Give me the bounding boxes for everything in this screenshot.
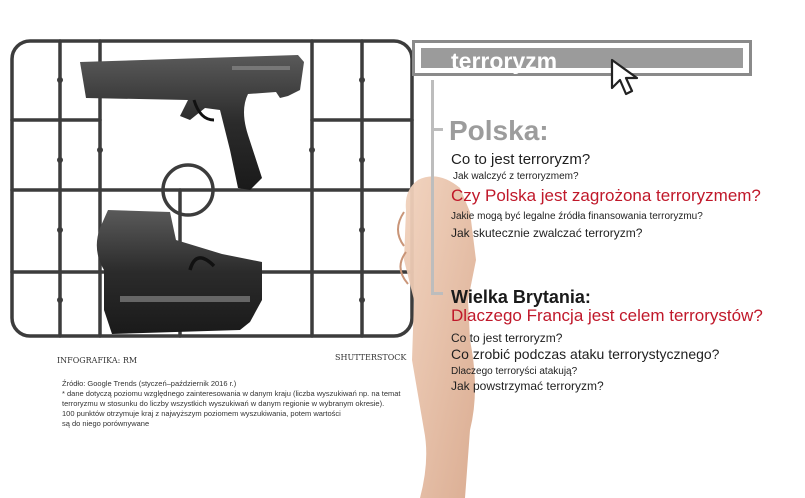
poland-question-1: Co to jest terroryzm? — [451, 151, 591, 168]
bracket-tick-poland — [431, 128, 443, 131]
note-line: Źródło: Google Trends (styczeń–październik 2016 r.) — [62, 379, 237, 388]
note-line: 100 punktów otrzymuje kraj z najwyższym poziomem wyszukiwania, potem wartości — [62, 409, 341, 418]
poland-question-2: Jak walczyć z terroryzmem? — [453, 171, 579, 182]
uk-question-2: Co to jest terroryzm? — [451, 331, 563, 345]
note-line: terroryzmu w stosunku do liczby wszystkich wyszukiwań w danym regionie w wybranym okresie). — [62, 399, 385, 408]
search-box[interactable] — [412, 40, 752, 76]
pistol-top — [80, 55, 304, 190]
uk-question-1: Dlaczego Francja jest celem terrorystów? — [451, 306, 763, 325]
arrow-cursor-icon — [610, 58, 646, 98]
poland-question-5: Jak skutecznie zwalczać terroryzm? — [451, 226, 643, 240]
country-heading-poland: Polska: — [449, 115, 549, 146]
country-heading-uk: Wielka Brytania: — [451, 287, 591, 307]
note-line: * dane dotyczą poziomu względnego zainteresowania w danym kraju (liczba wyszukiwań np. na temat — [62, 389, 401, 398]
uk-question-3: Co zrobić podczas ataku terrorystycznego? — [451, 346, 720, 362]
source-notes — [62, 379, 432, 429]
note-line: są do niego porównywane — [62, 419, 150, 428]
infographic-credit: INFOGRAFIKA: RM — [57, 356, 138, 365]
bracket-tick-uk — [431, 292, 443, 295]
poland-question-3: Czy Polska jest zagrożona terroryzmem? — [451, 186, 761, 205]
uk-question-4: Dlaczego terroryści atakują? — [451, 366, 578, 377]
bracket-line — [431, 80, 434, 294]
uk-question-5: Jak powstrzymać terroryzm? — [451, 379, 604, 393]
search-query-text: terroryzm — [451, 48, 558, 74]
search-field[interactable] — [421, 48, 743, 74]
photo-credit: SHUTTERSTOCK — [335, 353, 407, 362]
poland-question-4: Jakie mogą być legalne źródła finansowania terroryzmu? — [451, 211, 703, 222]
